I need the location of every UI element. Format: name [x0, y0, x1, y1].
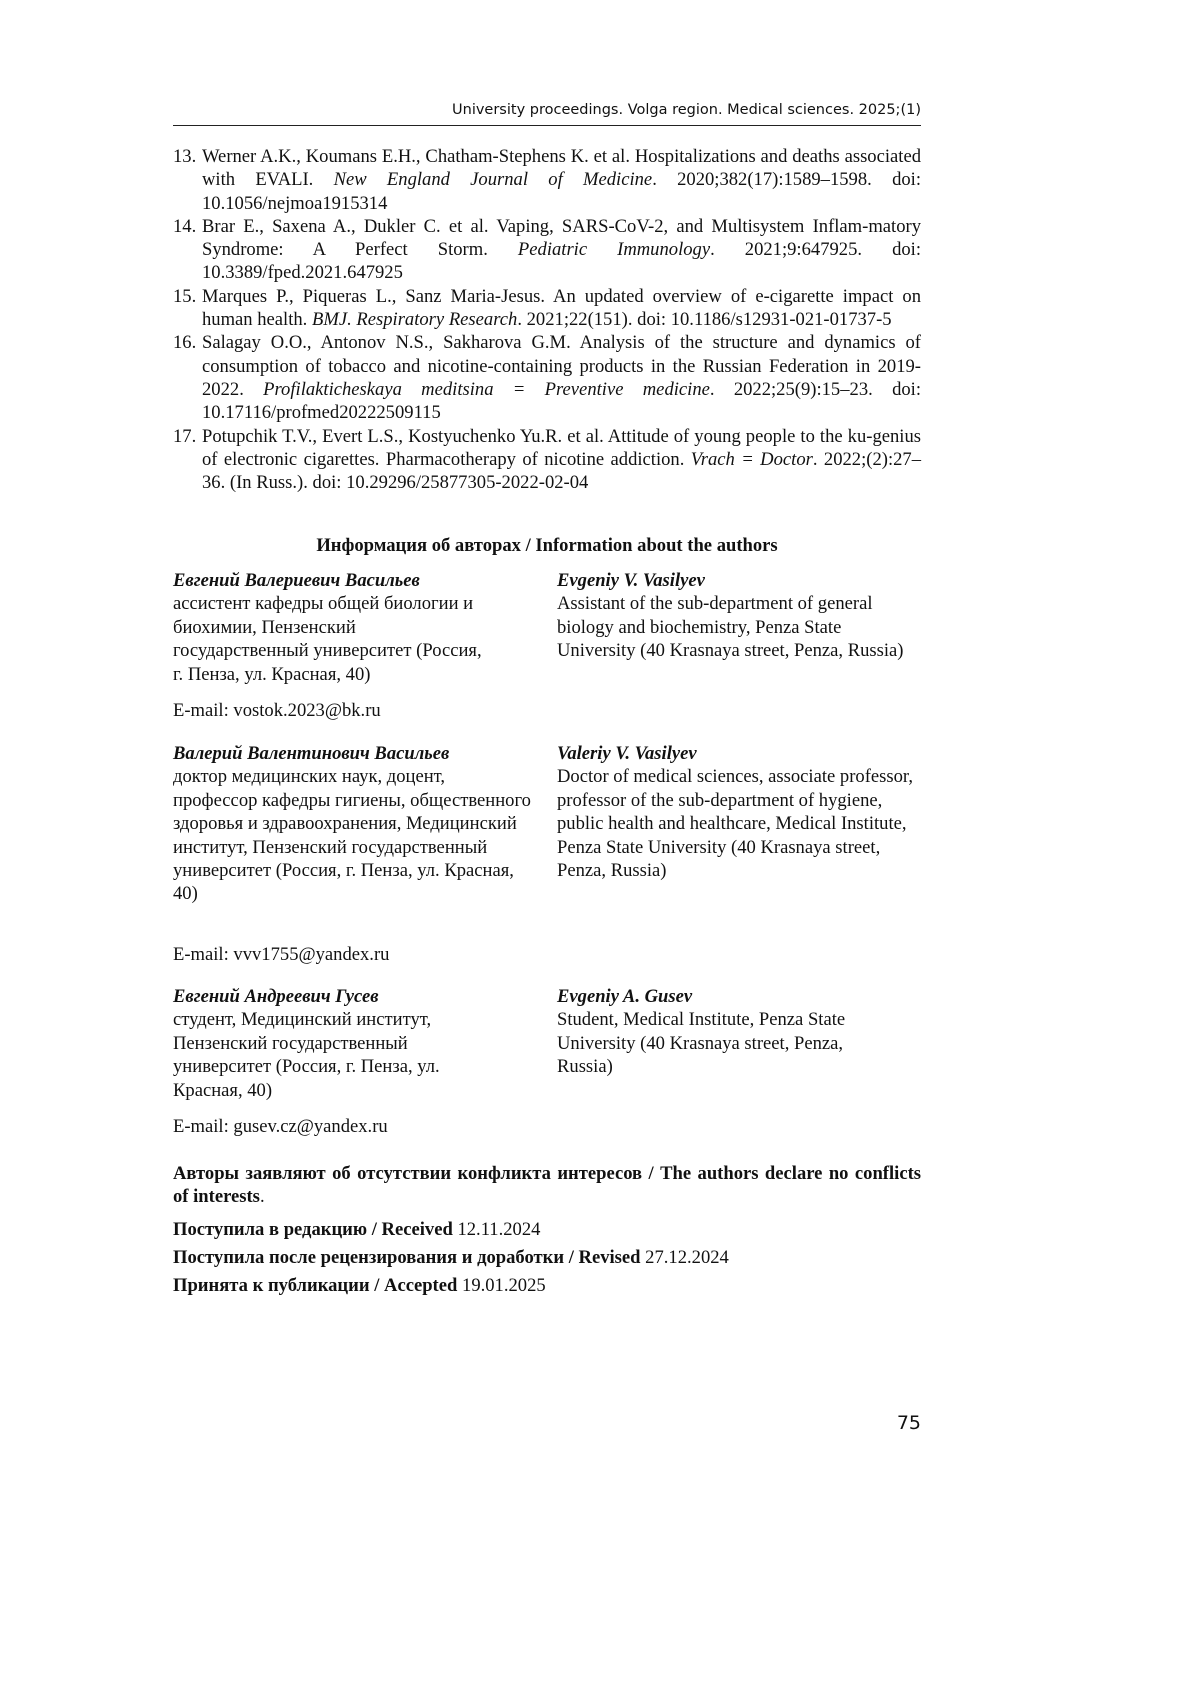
reference-journal: Profilakticheskaya meditsina = Preventive medicine	[263, 378, 710, 400]
author-email: E-mail: vvv1755@yandex.ru	[173, 944, 390, 965]
received-line	[173, 1218, 921, 1241]
author-description-ru: студент, Медицинский институт, Пензенский государственный университет (Россия, г. Пенза, ул. Красная, 40)	[173, 1009, 440, 1101]
conflict-of-interest-statement	[173, 1162, 921, 1209]
reference-details: . 2021;22(151). doi: 10.1186/s12931-021-01737-5	[517, 309, 892, 331]
conflict-statement-bold: Авторы заявляют об отсутствии конфликта интересов / The authors declare no conflicts of interests	[173, 1163, 921, 1208]
author-name-ru: Евгений Валериевич Васильев	[173, 570, 420, 591]
reference-16	[173, 331, 921, 424]
author-description-en: Assistant of the sub-department of general biology and biochemistry, Penza State University (40 Krasnaya street, Penza, Russia)	[557, 593, 904, 662]
reference-text: Potupchik T.V., Evert L.S., Kostyuchenko Yu.R. et al. Attitude of young people to the ku-genius of electronic cigarettes. Pharmacotherapy of nicotine addiction.	[202, 425, 921, 470]
author-name-ru: Валерий Валентинович Васильев	[173, 743, 450, 764]
running-header: University proceedings. Volga region. Medical sciences. 2025;(1)	[452, 102, 921, 118]
author-ru-column	[173, 742, 548, 906]
accepted-label: Принята к публикации / Accepted	[173, 1275, 458, 1296]
reference-list	[173, 145, 921, 494]
reference-text: Brar E., Saxena A., Dukler C. et al. Vaping, SARS-CoV-2, and Multisystem Inflam-matory Syndrome: A Perfect Storm.	[202, 215, 921, 261]
author-ru-column	[173, 569, 548, 686]
reference-journal: New England Journal of Medicine	[333, 169, 653, 191]
author-name-en: Evgeniy V. Vasilyev	[557, 570, 705, 591]
accepted-date: 19.01.2025	[462, 1275, 546, 1296]
author-email: E-mail: vostok.2023@bk.ru	[173, 700, 381, 721]
reference-number: 17.	[173, 425, 197, 447]
header-rule	[173, 125, 921, 126]
author-ru-column	[173, 985, 548, 1102]
reference-number: 14.	[173, 215, 197, 237]
reference-17	[173, 425, 921, 495]
revised-date: 27.12.2024	[645, 1247, 729, 1268]
author-description-ru: ассистент кафедры общей биологии и биохимии, Пензенский государственный университет (Россия, г. Пенза, ул. Красная, 40)	[173, 593, 482, 685]
author-en-column	[557, 985, 921, 1079]
reference-13	[173, 145, 921, 215]
author-en-column	[557, 569, 921, 663]
reference-details: . 2020;382(17):1589–1598. doi: 10.1056/nejmoa1915314	[202, 169, 921, 214]
reference-text: Marques P., Piqueras L., Sanz Maria-Jesus. An updated overview of e-cigarette impact on human health.	[202, 285, 921, 331]
accepted-line	[173, 1274, 921, 1297]
author-description-en: Student, Medical Institute, Penza State University (40 Krasnaya street, Penza, Russia)	[557, 1009, 846, 1078]
reference-details: . 2022;25(9):15–23. doi: 10.17116/profmed20222509115	[202, 378, 921, 424]
reference-details: . 2021;9:647925. doi: 10.3389/fped.2021.647925	[202, 239, 921, 284]
conflict-statement-end: .	[259, 1186, 265, 1208]
reference-15	[173, 285, 921, 332]
revised-line	[173, 1246, 921, 1269]
reference-text: Werner A.K., Koumans E.H., Chatham-Stephens K. et al. Hospitalizations and deaths associated with EVALI.	[202, 146, 921, 191]
reference-details: . 2022;(2):27–36. (In Russ.). doi: 10.29296/25877305-2022-02-04	[202, 448, 921, 494]
reference-text: Salagay O.O., Antonov N.S., Sakharova G.M. Analysis of the structure and dynamics of consumption of tobacco and nicotine-containing products in the Russian Federation in 2019-2022.	[202, 332, 921, 400]
reference-journal: Vrach = Doctor	[690, 448, 813, 470]
reference-journal: BMJ. Respiratory Research	[311, 309, 518, 331]
author-name-ru: Евгений Андреевич Гусев	[173, 986, 379, 1007]
author-name-en: Valeriy V. Vasilyev	[557, 743, 697, 764]
author-description-en: Doctor of medical sciences, associate professor, professor of the sub-department of hygiene, public health and healthcare, Medical Institute, Penza State University (40 Krasnaya street, Penza, Russia)	[557, 766, 914, 882]
author-email: E-mail: gusev.cz@yandex.ru	[173, 1116, 388, 1137]
page-number: 75	[896, 1412, 921, 1434]
received-date: 12.11.2024	[457, 1219, 541, 1240]
revised-label: Поступила после рецензирования и доработки / Revised	[173, 1247, 641, 1268]
reference-14	[173, 215, 921, 285]
authors-section-title: Информация об авторах / Information about the authors	[316, 535, 778, 556]
author-description-ru: доктор медицинских наук, доцент, профессор кафедры гигиены, общественного здоровья и здравоохранения, Медицинский институт, Пензенский государственный университет (Россия, г. Пенза, ул. Красная, 40)	[173, 766, 531, 905]
reference-number: 13.	[173, 146, 197, 167]
author-en-column	[557, 742, 921, 882]
reference-number: 15.	[173, 285, 197, 307]
received-label: Поступила в редакцию / Received	[173, 1219, 453, 1240]
author-name-en: Evgeniy A. Gusev	[557, 986, 693, 1007]
reference-number: 16.	[173, 332, 197, 354]
reference-journal: Pediatric Immunology	[517, 239, 711, 261]
